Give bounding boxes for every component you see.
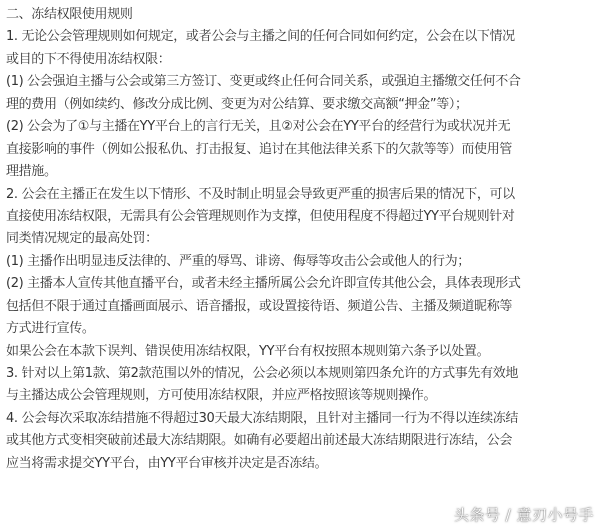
text-line: 直接使用冻结权限，无需具有公会管理规则作为支撑，但使用程度不得超过YY平台规则针对 xyxy=(6,208,515,224)
text-line: 3. 针对以上第1款、第2款范围以外的情况，公会必须以本规则第四条允许的方式事先有效地 xyxy=(6,366,519,381)
text-line: 或目的下不得使用冻结权限： xyxy=(6,51,171,67)
text-line: 如果公会在本款下误判、错误使用冻结权限，YY平台有权按照本规则第六条予以处置。 xyxy=(6,343,490,359)
text-line: 同类情况规定的最高处罚： xyxy=(6,231,158,247)
text-line: (1) 主播作出明显违反法律的、严重的辱骂、诽谤、侮辱等攻击公会或他人的行为； xyxy=(6,253,470,269)
watermark: 头条号 / 意刃小号手 xyxy=(453,506,594,524)
text-line: (2) 主播本人宣传其他直播平台，或者未经主播所属公会允许即宣传其他公会，具体表现形式 xyxy=(6,276,521,292)
text-line: 包括但不限于通过直播画面展示、语音播报，或设置接待语、频道公告、主播及频道昵称等 xyxy=(6,298,513,314)
text-line: (1) 公会强迫主播与公会或第三方签订、变更或终止任何合同关系，或强迫主播缴交任何不合 xyxy=(6,74,521,90)
document-body xyxy=(6,4,598,475)
text-line: 2. 公会在主播正在发生以下情形、不及时制止明显会导致更严重的损害后果的情况下，可以 xyxy=(6,186,515,202)
text-line: 4. 公会每次采取冻结措施不得超过30天最大冻结期限，且针对主播同一行为不得以连续冻结 xyxy=(6,410,519,426)
text-line: 直接影响的事件（例如公报私仇、打击报复、追讨在其他法律关系下的欠款等等）而使用管 xyxy=(6,141,513,157)
text-line: 理的费用（例如续约、修改分成比例、变更为对公结算、要求缴交高额“押金”等）； xyxy=(6,96,468,112)
text-line: 方式进行宣传。 xyxy=(6,321,95,337)
text-line: 与主播达成公会管理规则，方可使用冻结权限，并应严格按照该等规则操作。 xyxy=(6,388,437,404)
text-line: (2) 公会为了①与主播在YY平台上的言行无关，且②对公会在YY平台的经营行为或状况并无 xyxy=(6,119,511,135)
text-line: 1. 无论公会管理规则如何规定，或者公会与主播之间的任何合同如何约定，公会在以下情况 xyxy=(6,29,515,45)
section-heading: 二、冻结权限使用规则 xyxy=(6,7,133,22)
text-line: 理措施。 xyxy=(6,164,57,180)
text-line: 应当将需求提交YY平台，由YY平台审核并决定是否冻结。 xyxy=(6,455,328,471)
text-line: 或其他方式变相突破前述最大冻结期限。如确有必要超出前述最大冻结期限进行冻结，公会 xyxy=(6,433,513,449)
